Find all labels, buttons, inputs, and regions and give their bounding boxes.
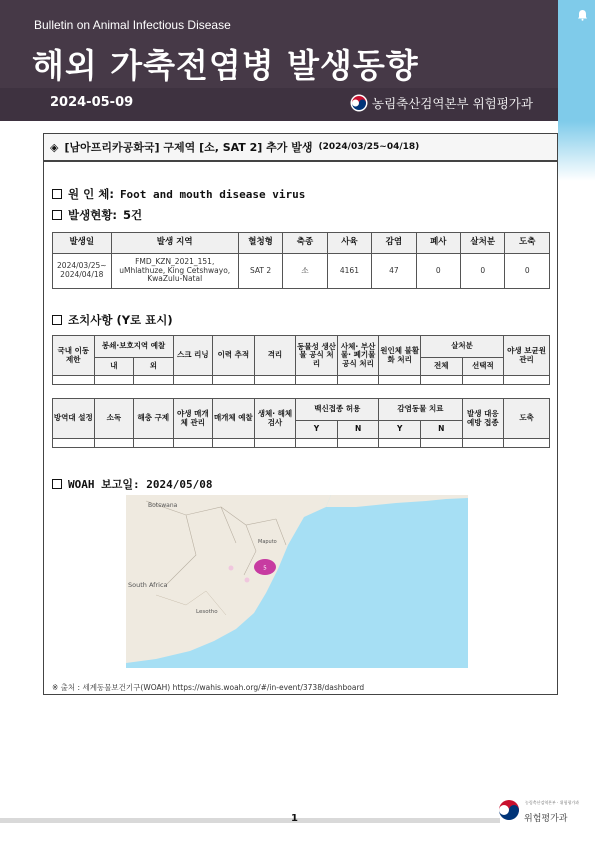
measure-stamping-all: 전체 [420, 358, 462, 376]
measure-product-treatment: 동물성 생산물 공식 처리 [296, 336, 338, 376]
section-header [43, 133, 558, 162]
col-header-serotype: 혈청형 [238, 233, 282, 254]
footer-divider [0, 818, 500, 823]
cell-species: 소 [283, 254, 327, 289]
cell-date [53, 254, 112, 289]
footer-logo [496, 797, 522, 823]
status-label: 발생현황: [68, 208, 118, 222]
footer-org: 위험평가과 [524, 814, 568, 824]
measure-wildlife-reservoir: 야생 보균원 관리 [504, 336, 550, 376]
cell-serotype: SAT 2 [238, 254, 282, 289]
vaccination-yes: Y [296, 421, 338, 439]
header-accent-fade [558, 121, 595, 181]
checkbox-square-icon [52, 210, 62, 220]
measure-pest-control: 해충 구제 [134, 399, 174, 439]
org-logo [350, 93, 533, 113]
pathogen-line [52, 186, 305, 202]
map-label-south-africa: South Africa [128, 581, 168, 589]
col-header-region: 발생 지역 [111, 233, 238, 254]
cell-date-start: 2024/03/25~ [57, 261, 107, 271]
treatment-no: N [420, 421, 462, 439]
measure-disinfection: 소독 [94, 399, 134, 439]
col-header-dead: 폐사 [416, 233, 460, 254]
measures-spacer [53, 385, 550, 399]
cell-date-end: 2024/04/18 [60, 270, 104, 279]
checkbox-square-icon [52, 315, 62, 325]
page-number: 1 [291, 813, 298, 824]
outbreak-table-header [53, 233, 550, 254]
cell-region-code: FMD_KZN_2021_151, [135, 257, 215, 267]
col-header-infected: 감염 [372, 233, 416, 254]
vaccination-no: N [337, 421, 379, 439]
measure-stamping-out: 살처분 [420, 336, 503, 358]
measure-domestic-movement: 국내 이동 제한 [53, 336, 95, 376]
col-header-reared: 사육 [327, 233, 371, 254]
outbreak-cluster-count: 5 [263, 565, 267, 572]
measure-vector-surveillance: 매개체 예찰 [213, 399, 255, 439]
pathogen-value: Foot and mouth disease virus [119, 187, 306, 201]
measures-row2-values [53, 439, 550, 448]
woah-report-date: WOAH 보고일: 2024/05/08 [68, 478, 213, 491]
section-period: (2024/03/25~04/18) [318, 142, 420, 152]
treatment-yes: Y [379, 421, 421, 439]
checkbox-square-icon [52, 479, 62, 489]
org-name: 농림축산검역본부 위험평가과 [372, 96, 533, 111]
measure-zone-outside: 외 [134, 358, 174, 376]
measure-stamping-selective: 선택적 [462, 358, 504, 376]
source-note: ※ 출처 : 세계동물보건기구(WOAH) https://wahis.woah.org/#/in-event/3738/dashboard [52, 683, 365, 692]
outbreak-marker-small[interactable] [229, 566, 234, 571]
section-title: [남아프리카공화국] 구제역 [소, SAT 2] 추가 발생 [64, 141, 313, 154]
map-label-lesotho: Lesotho [196, 609, 218, 615]
measure-zone-inside: 내 [94, 358, 134, 376]
col-header-species: 축종 [283, 233, 327, 254]
measure-treatment: 감염동물 치료 [379, 399, 462, 421]
outbreak-marker-small[interactable] [245, 578, 250, 583]
measure-quarantine: 격리 [254, 336, 296, 376]
measures-table [52, 335, 550, 448]
measures-row1-head-a [53, 336, 550, 358]
map-label-maputo: Maputo [258, 539, 277, 545]
bell-icon [577, 9, 588, 21]
map-label-botswana: Botswana [148, 502, 178, 509]
bulletin-date: 2024-05-09 [50, 95, 134, 110]
status-line [52, 207, 142, 223]
col-header-culled: 살처분 [461, 233, 505, 254]
measures-label: 조치사항 (Y로 표시) [68, 313, 173, 327]
diamond-bullet-icon: ◈ [50, 140, 59, 154]
cell-region-district: uMhlathuze, King Cetshwayo, [119, 265, 231, 275]
measure-response-vaccination: 발생 대응 예방 접종 [462, 399, 504, 439]
cell-culled: 0 [461, 254, 505, 289]
cell-infected: 47 [372, 254, 416, 289]
measure-wild-vector: 야생 매개체 관리 [173, 399, 213, 439]
outbreak-map [126, 495, 468, 668]
measure-zoning: 방역대 설정 [53, 399, 95, 439]
status-value: 5건 [123, 208, 143, 222]
measure-slaughter: 도축 [504, 399, 550, 439]
measure-zone-surveillance: 봉쇄·보호지역 예찰 [94, 336, 173, 358]
measure-traceability: 이력 추적 [213, 336, 255, 376]
measures-line [52, 312, 173, 328]
woah-line [52, 476, 212, 492]
measure-carcass-treatment: 사체· 부산물· 폐기물 공식 처리 [337, 336, 379, 376]
footer-org-small: 농림축산검역본부 · 위험평가과 [525, 800, 580, 805]
measure-inactivation: 원인체 불활화 처리 [379, 336, 421, 376]
taegeuk-logo-icon [350, 94, 368, 112]
table-row [53, 254, 550, 289]
measures-row2-head-a [53, 399, 550, 421]
outbreak-table [52, 232, 550, 289]
pathogen-label: 원 인 체: [68, 187, 114, 201]
cell-dead: 0 [416, 254, 460, 289]
cell-slaughtered: 0 [505, 254, 550, 289]
measure-vaccination-allowed: 백신접종 허용 [296, 399, 379, 421]
measure-screening: 스크 리닝 [173, 336, 213, 376]
measure-ante-post-inspection: 생체· 해체 검사 [254, 399, 296, 439]
col-header-slaughtered: 도축 [505, 233, 550, 254]
bulletin-title: 해외 가축전염병 발생동향 [32, 46, 419, 85]
col-header-date: 발생일 [53, 233, 112, 254]
cell-region [111, 254, 238, 289]
bulletin-subtitle: Bulletin on Animal Infectious Disease [34, 18, 231, 32]
checkbox-square-icon [52, 189, 62, 199]
cell-region-province: KwaZulu-Natal [147, 274, 203, 284]
taegeuk-logo-icon [496, 797, 522, 823]
measures-row1-values [53, 376, 550, 385]
cell-reared: 4161 [327, 254, 371, 289]
